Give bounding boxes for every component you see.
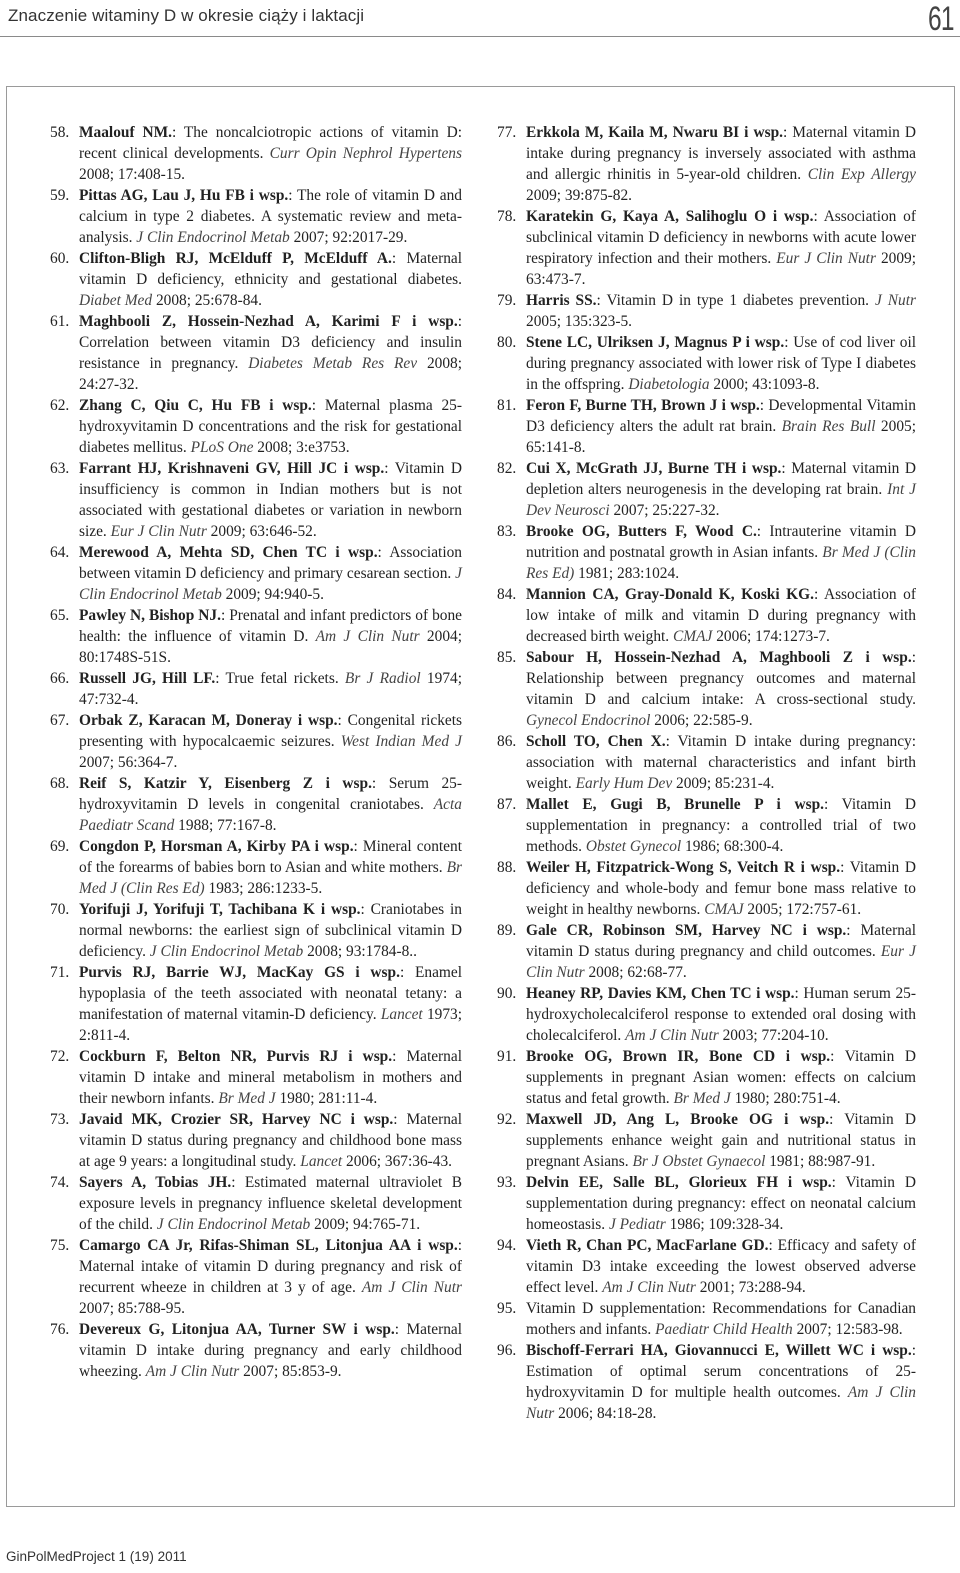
reference-title: : Maternal vitamin D intake during pregnancy is inversely associated with asthma and allergic rhinitis in 5-year-old children. bbox=[526, 124, 916, 183]
reference-details: 2007; 85:853-9. bbox=[239, 1363, 342, 1380]
reference-title: : Maternal vitamin D intake and mineral metabolism in mothers and their newborn infants. bbox=[79, 1048, 462, 1107]
reference-item bbox=[50, 395, 462, 458]
reference-authors: Reif S, Katzir Y, Eisenberg Z i wsp. bbox=[79, 775, 372, 792]
reference-item bbox=[497, 857, 916, 920]
reference-number: 83. bbox=[497, 523, 517, 540]
reference-authors: Russell JG, Hill LF. bbox=[79, 670, 216, 687]
header-rule bbox=[0, 36, 960, 37]
reference-details: 2007; 56:364-7. bbox=[79, 754, 178, 771]
reference-title: : Prenatal and infant predictors of bone health: the influence of vitamin D. bbox=[79, 607, 462, 645]
reference-journal: Lancet bbox=[300, 1153, 343, 1170]
reference-journal: Br J Obstet Gynaecol bbox=[632, 1153, 766, 1170]
reference-number: 81. bbox=[497, 397, 517, 414]
reference-number: 63. bbox=[50, 460, 70, 477]
reference-authors: Javaid MK, Crozier SR, Harvey NC i wsp. bbox=[79, 1111, 394, 1128]
reference-item bbox=[497, 983, 916, 1046]
reference-details: 2009; 94:940-5. bbox=[221, 586, 324, 603]
reference-number: 60. bbox=[50, 250, 70, 267]
reference-item bbox=[50, 1046, 462, 1109]
reference-item bbox=[497, 731, 916, 794]
reference-number: 67. bbox=[50, 712, 70, 729]
reference-title: : Efficacy and safety of vitamin D3 intake exceeding the lowest observed adverse effect level. bbox=[526, 1237, 916, 1296]
reference-details: 2006; 367:36-43. bbox=[342, 1153, 453, 1170]
reference-title: : Estimation of optimal serum concentrations of 25-hydroxyvitamin D for multiple health outcomes. bbox=[526, 1342, 916, 1401]
reference-title: : Association between vitamin D deficiency and primary cesarean section. bbox=[79, 544, 462, 582]
reference-item bbox=[497, 332, 916, 395]
reference-journal: Am J Clin Nutr bbox=[361, 1279, 462, 1296]
reference-item bbox=[497, 920, 916, 983]
reference-journal: CMAJ bbox=[704, 901, 744, 918]
reference-number: 94. bbox=[497, 1237, 517, 1254]
reference-journal: J Nutr bbox=[874, 292, 916, 309]
reference-journal: Int J Dev Neurosci bbox=[526, 481, 916, 519]
reference-details: 2007; 85:788-95. bbox=[79, 1300, 186, 1317]
reference-title: : Enamel hypoplasia of the teeth associated with neonatal tetany: a manifestation of maternal vitamin-D deficiency. bbox=[79, 964, 462, 1023]
reference-item bbox=[50, 248, 462, 311]
reference-item bbox=[50, 311, 462, 395]
reference-details: 1974; 47:732-4. bbox=[79, 670, 462, 708]
reference-number: 64. bbox=[50, 544, 70, 561]
reference-title: : True fetal rickets. bbox=[215, 670, 345, 687]
reference-number: 88. bbox=[497, 859, 517, 876]
reference-authors: Erkkola M, Kaila M, Nwaru BI i wsp. bbox=[526, 124, 783, 141]
references-left-column bbox=[50, 122, 462, 1382]
reference-number: 75. bbox=[50, 1237, 70, 1254]
reference-item bbox=[50, 962, 462, 1046]
reference-journal: Am J Clin Nutr bbox=[602, 1279, 696, 1296]
reference-journal: Eur J Clin Nutr bbox=[526, 943, 916, 981]
reference-authors: Devereux G, Litonjua AA, Turner SW i wsp. bbox=[79, 1321, 395, 1338]
reference-authors: Delvin EE, Salle BL, Glorieux FH i wsp. bbox=[526, 1174, 832, 1191]
reference-item bbox=[497, 521, 916, 584]
reference-number: 79. bbox=[497, 292, 517, 309]
reference-authors: Maxwell JD, Ang L, Brooke OG i wsp. bbox=[526, 1111, 830, 1128]
reference-item bbox=[50, 668, 462, 710]
reference-item bbox=[50, 773, 462, 836]
reference-authors: Pawley N, Bishop NJ. bbox=[79, 607, 221, 624]
reference-journal: Acta Paediatr Scand bbox=[79, 796, 462, 834]
reference-authors: Mannion CA, Gray-Donald K, Koski KG. bbox=[526, 586, 814, 603]
reference-title: : Maternal plasma 25-hydroxyvitamin D concentrations and the risk for gestational diabetes mellitus. bbox=[79, 397, 462, 456]
reference-details: 2008; 25:678-84. bbox=[152, 292, 262, 309]
reference-authors: Cui X, McGrath JJ, Burne TH i wsp. bbox=[526, 460, 782, 477]
reference-item bbox=[50, 1109, 462, 1172]
reference-authors: Brooke OG, Brown IR, Bone CD i wsp. bbox=[526, 1048, 831, 1065]
reference-title: : Intrauterine vitamin D nutrition and postnatal growth in Asian infants. bbox=[526, 523, 916, 561]
reference-journal: Lancet bbox=[380, 1006, 423, 1023]
reference-title: : Craniotabes in normal newborns: the earliest sign of subclinical vitamin D deficiency. bbox=[79, 901, 462, 960]
reference-item bbox=[497, 1109, 916, 1172]
reference-journal: J Clin Endocrinol Metab bbox=[79, 565, 462, 603]
reference-details: 2009; 94:765-71. bbox=[310, 1216, 421, 1233]
reference-authors: Karatekin G, Kaya A, Salihoglu O i wsp. bbox=[526, 208, 814, 225]
reference-details: 2009; 39:875-82. bbox=[526, 187, 633, 204]
reference-journal: Curr Opin Nephrol Hypertens bbox=[269, 145, 462, 162]
reference-item bbox=[50, 899, 462, 962]
reference-journal: J Clin Endocrinol Metab bbox=[136, 229, 290, 246]
reference-journal: Eur J Clin Nutr bbox=[110, 523, 207, 540]
reference-journal: J Pediatr bbox=[608, 1216, 666, 1233]
reference-journal: PLoS One bbox=[190, 439, 254, 456]
reference-authors: Yorifuji J, Yorifuji T, Tachibana K i wsp. bbox=[79, 901, 361, 918]
reference-authors: Sayers A, Tobias JH. bbox=[79, 1174, 232, 1191]
reference-number: 77. bbox=[497, 124, 517, 141]
reference-item bbox=[497, 794, 916, 857]
reference-authors: Bischoff-Ferrari HA, Giovannucci E, Willett WC i wsp. bbox=[526, 1342, 912, 1359]
reference-authors: Scholl TO, Chen X. bbox=[526, 733, 666, 750]
reference-number: 74. bbox=[50, 1174, 70, 1191]
reference-details: 2006; 84:18-28. bbox=[554, 1405, 657, 1422]
reference-item bbox=[497, 1172, 916, 1235]
reference-authors: Brooke OG, Butters F, Wood C. bbox=[526, 523, 757, 540]
reference-title: : Correlation between vitamin D3 deficiency and insulin resistance in pregnancy. bbox=[79, 313, 462, 372]
reference-journal: Br Med J (Clin Res Ed) bbox=[526, 544, 916, 582]
reference-details: 1973; 2:811-4. bbox=[79, 1006, 462, 1044]
reference-journal: Early Hum Dev bbox=[575, 775, 673, 792]
references-right-column bbox=[497, 122, 916, 1424]
reference-item bbox=[497, 1046, 916, 1109]
reference-number: 95. bbox=[497, 1300, 517, 1317]
reference-journal: Brain Res Bull bbox=[781, 418, 876, 435]
reference-item bbox=[50, 710, 462, 773]
reference-number: 91. bbox=[497, 1048, 517, 1065]
reference-authors: Zhang C, Qiu C, Hu FB i wsp. bbox=[79, 397, 312, 414]
reference-item bbox=[497, 290, 916, 332]
reference-journal: CMAJ bbox=[673, 628, 713, 645]
reference-journal: Clin Exp Allergy bbox=[807, 166, 917, 183]
reference-title: Vitamin D supplementation: Recommendations for Canadian mothers and infants. bbox=[526, 1300, 916, 1338]
reference-authors: Weiler H, Fitzpatrick-Wong S, Veitch R i wsp. bbox=[526, 859, 841, 876]
reference-number: 92. bbox=[497, 1111, 517, 1128]
reference-number: 96. bbox=[497, 1342, 517, 1359]
reference-number: 72. bbox=[50, 1048, 70, 1065]
reference-authors: Orbak Z, Karacan M, Doneray i wsp. bbox=[79, 712, 338, 729]
reference-details: 1980; 280:751-4. bbox=[730, 1090, 841, 1107]
reference-details: 2009; 63:473-7. bbox=[526, 250, 917, 288]
reference-authors: Purvis RJ, Barrie WJ, MacKay GS i wsp. bbox=[79, 964, 400, 981]
reference-number: 85. bbox=[497, 649, 517, 666]
reference-title: : Vitamin D deficiency and whole-body and femur bone mass relative to weight in healthy newborns. bbox=[526, 859, 917, 918]
reference-authors: Sabour H, Hossein-Nezhad A, Maghbooli Z i wsp. bbox=[526, 649, 912, 666]
reference-title: : Estimated maternal ultraviolet B exposure levels in pregnancy influence skeletal development of the child. bbox=[79, 1174, 462, 1233]
reference-details: 2009; 63:646-52. bbox=[206, 523, 317, 540]
reference-authors: Maghbooli Z, Hossein-Nezhad A, Karimi F i wsp. bbox=[79, 313, 458, 330]
reference-item bbox=[497, 1298, 916, 1340]
reference-details: 2004; 80:1748S-51S. bbox=[79, 628, 462, 666]
reference-details: 2009; 85:231-4. bbox=[672, 775, 775, 792]
reference-number: 93. bbox=[497, 1174, 517, 1191]
reference-details: 2008; 17:408-15. bbox=[79, 166, 186, 183]
reference-authors: Merewood A, Mehta SD, Chen TC i wsp. bbox=[79, 544, 378, 561]
reference-title: : Maternal vitamin D deficiency, ethnicity and gestational diabetes. bbox=[79, 250, 462, 288]
reference-number: 71. bbox=[50, 964, 70, 981]
reference-authors: Feron F, Burne TH, Brown J i wsp. bbox=[526, 397, 760, 414]
reference-item bbox=[50, 458, 462, 542]
reference-item bbox=[497, 1235, 916, 1298]
reference-details: 2005; 135:323-5. bbox=[526, 313, 633, 330]
reference-title: : The noncalciotropic actions of vitamin D: recent clinical developments. bbox=[79, 124, 462, 162]
reference-details: 2007; 25:227-32. bbox=[609, 502, 720, 519]
reference-number: 82. bbox=[497, 460, 517, 477]
reference-title: : Vitamin D supplements in pregnant Asian women: effects on calcium status and fetal growth. bbox=[526, 1048, 916, 1107]
reference-number: 61. bbox=[50, 313, 70, 330]
reference-journal: Am J Clin Nutr bbox=[315, 628, 420, 645]
reference-details: 1981; 283:1024. bbox=[574, 565, 680, 582]
reference-details: 1986; 68:300-4. bbox=[681, 838, 784, 855]
reference-item bbox=[497, 458, 916, 521]
reference-authors: Gale CR, Robinson SM, Harvey NC i wsp. bbox=[526, 922, 847, 939]
reference-journal: Br Med J (Clin Res Ed) bbox=[79, 859, 462, 897]
reference-item bbox=[497, 584, 916, 647]
reference-journal: Gynecol Endocrinol bbox=[526, 712, 651, 729]
reference-details: 2006; 174:1273-7. bbox=[712, 628, 830, 645]
reference-details: 2007; 12:583-98. bbox=[792, 1321, 903, 1338]
reference-item bbox=[50, 1172, 462, 1235]
reference-title: : Use of cod liver oil during pregnancy associated with lower risk of Type I diabetes in the offspring. bbox=[526, 334, 916, 393]
reference-details: 1988; 77:167-8. bbox=[174, 817, 277, 834]
reference-journal: Diabetologia bbox=[628, 376, 710, 393]
reference-number: 73. bbox=[50, 1111, 70, 1128]
reference-title: : The role of vitamin D and calcium in type 2 diabetes. A systematic review and meta-analysis. bbox=[79, 187, 462, 246]
page-number: 61 bbox=[928, 0, 954, 38]
reference-item bbox=[497, 206, 916, 290]
reference-number: 58. bbox=[50, 124, 70, 141]
reference-details: 2006; 22:585-9. bbox=[650, 712, 753, 729]
reference-journal: West Indian Med J bbox=[340, 733, 462, 750]
reference-details: 2005; 65:141-8. bbox=[526, 418, 916, 456]
reference-title: : Mineral content of the forearms of babies born to Asian and white mothers. bbox=[79, 838, 462, 876]
reference-title: : Maternal vitamin D status during pregnancy and child outcomes. bbox=[526, 922, 916, 960]
reference-item bbox=[50, 1235, 462, 1319]
reference-number: 84. bbox=[497, 586, 517, 603]
reference-number: 65. bbox=[50, 607, 70, 624]
reference-title: : Relationship between pregnancy outcomes and maternal vitamin D and calcium intake: A cross-sectional study. bbox=[526, 649, 916, 708]
reference-title: : Maternal vitamin D intake during pregnancy and early childhood wheezing. bbox=[79, 1321, 462, 1380]
reference-authors: Maalouf NM. bbox=[79, 124, 172, 141]
reference-details: 2005; 172:757-61. bbox=[743, 901, 862, 918]
reference-journal: Eur J Clin Nutr bbox=[776, 250, 876, 267]
reference-journal: Obstet Gynecol bbox=[585, 838, 682, 855]
reference-title: : Vitamin D in type 1 diabetes prevention. bbox=[596, 292, 875, 309]
reference-title: : Association of low intake of milk and vitamin D during pregnancy with decreased birth weight. bbox=[526, 586, 916, 645]
reference-details: 2000; 43:1093-8. bbox=[709, 376, 820, 393]
reference-number: 70. bbox=[50, 901, 70, 918]
reference-authors: Heaney RP, Davies KM, Chen TC i wsp. bbox=[526, 985, 795, 1002]
reference-title: : Serum 25-hydroxyvitamin D levels in congenital craniotabes. bbox=[79, 775, 462, 813]
reference-item bbox=[50, 122, 462, 185]
reference-journal: Am J Clin Nutr bbox=[145, 1363, 240, 1380]
reference-title: : Vitamin D supplements enhance weight gain and nutritional status in pregnant Asians. bbox=[526, 1111, 917, 1170]
reference-number: 59. bbox=[50, 187, 70, 204]
reference-details: 2007; 92:2017-29. bbox=[289, 229, 408, 246]
journal-footer: GinPolMedProject 1 (19) 2011 bbox=[6, 1549, 187, 1564]
reference-journal: Br Med J bbox=[218, 1090, 276, 1107]
reference-item bbox=[50, 836, 462, 899]
reference-number: 68. bbox=[50, 775, 70, 792]
reference-journal: Paediatr Child Health bbox=[655, 1321, 793, 1338]
reference-title: : Association of subclinical vitamin D deficiency in newborns with acute lower respiratory infection and their mothers. bbox=[526, 208, 916, 267]
reference-details: 2008; 62:68-77. bbox=[584, 964, 687, 981]
reference-authors: Mallet E, Gugi B, Brunelle P i wsp. bbox=[526, 796, 824, 813]
reference-title: : Congenital rickets presenting with hypocalcaemic seizures. bbox=[79, 712, 462, 750]
reference-authors: Farrant HJ, Krishnaveni GV, Hill JC i wsp. bbox=[79, 460, 385, 477]
reference-title: : Maternal vitamin D depletion alters neurogenesis in the developing rat brain. bbox=[526, 460, 916, 498]
reference-authors: Cockburn F, Belton NR, Purvis RJ i wsp. bbox=[79, 1048, 393, 1065]
reference-authors: Harris SS. bbox=[526, 292, 597, 309]
reference-journal: Am J Clin Nutr bbox=[625, 1027, 719, 1044]
reference-item bbox=[497, 122, 916, 206]
reference-title: : Human serum 25-hydroxycholecalciferol response to extended oral dosing with cholecalciferol. bbox=[526, 985, 916, 1044]
reference-number: 62. bbox=[50, 397, 70, 414]
reference-item bbox=[497, 395, 916, 458]
reference-authors: Congdon P, Horsman A, Kirby PA i wsp. bbox=[79, 838, 354, 855]
reference-authors: Camargo CA Jr, Rifas-Shiman SL, Litonjua AA i wsp. bbox=[79, 1237, 458, 1254]
running-header-title: Znaczenie witaminy D w okresie ciąży i laktacji bbox=[8, 6, 365, 25]
reference-number: 66. bbox=[50, 670, 70, 687]
reference-details: 1980; 281:11-4. bbox=[275, 1090, 378, 1107]
reference-authors: Stene LC, Ulriksen J, Magnus P i wsp. bbox=[526, 334, 785, 351]
reference-journal: J Clin Endocrinol Metab bbox=[149, 943, 304, 960]
reference-item bbox=[497, 1340, 916, 1424]
reference-title: : Vitamin D insufficiency is common in Indian mothers but is not associated with gestational diabetes or variation in newborn size. bbox=[79, 460, 462, 540]
reference-authors: Clifton-Bligh RJ, McElduff P, McElduff A. bbox=[79, 250, 392, 267]
reference-details: 2003; 77:204-10. bbox=[718, 1027, 829, 1044]
reference-journal: Diabet Med bbox=[79, 292, 153, 309]
reference-item bbox=[50, 1319, 462, 1382]
reference-item bbox=[50, 605, 462, 668]
reference-journal: Br Med J bbox=[673, 1090, 731, 1107]
reference-details: 2008; 3:e3753. bbox=[253, 439, 350, 456]
reference-number: 69. bbox=[50, 838, 70, 855]
reference-title: : Maternal intake of vitamin D during pregnancy and risk of recurrent wheeze in children at 3 y of age. bbox=[79, 1237, 462, 1296]
reference-item bbox=[50, 542, 462, 605]
reference-journal: J Clin Endocrinol Metab bbox=[156, 1216, 311, 1233]
reference-title: : Vitamin D supplementation during pregnancy: effect on neonatal calcium homeostasis. bbox=[526, 1174, 916, 1233]
reference-title: : Vitamin D intake during pregnancy: association with maternal characteristics and infant birth weight. bbox=[526, 733, 917, 792]
reference-details: 1983; 286:1233-5. bbox=[204, 880, 323, 897]
reference-title: : Vitamin D supplementation in pregnancy: a controlled trial of two methods. bbox=[526, 796, 916, 855]
reference-number: 76. bbox=[50, 1321, 70, 1338]
reference-number: 87. bbox=[497, 796, 517, 813]
reference-number: 90. bbox=[497, 985, 517, 1002]
reference-item bbox=[50, 185, 462, 248]
reference-journal: Am J Clin Nutr bbox=[526, 1384, 916, 1422]
reference-journal: Diabetes Metab Res Rev bbox=[248, 355, 418, 372]
reference-title: : Developmental Vitamin D3 deficiency alters the adult rat brain. bbox=[526, 397, 916, 435]
reference-details: 2008; 24:27-32. bbox=[79, 355, 463, 393]
reference-number: 80. bbox=[497, 334, 517, 351]
reference-journal: Br J Radiol bbox=[344, 670, 421, 687]
reference-number: 89. bbox=[497, 922, 517, 939]
reference-number: 86. bbox=[497, 733, 517, 750]
reference-details: 1986; 109:328-34. bbox=[665, 1216, 784, 1233]
reference-title: : Maternal vitamin D status during pregnancy and childhood bone mass at age 9 years: a longitudinal study. bbox=[79, 1111, 462, 1170]
reference-details: 1981; 88:987-91. bbox=[765, 1153, 876, 1170]
reference-item bbox=[497, 647, 916, 731]
reference-details: 2008; 93:1784-8.. bbox=[303, 943, 417, 960]
reference-authors: Pittas AG, Lau J, Hu FB i wsp. bbox=[79, 187, 289, 204]
reference-authors: Vieth R, Chan PC, MacFarlane GD. bbox=[526, 1237, 769, 1254]
reference-details: 2001; 73:288-94. bbox=[695, 1279, 806, 1296]
reference-number: 78. bbox=[497, 208, 517, 225]
